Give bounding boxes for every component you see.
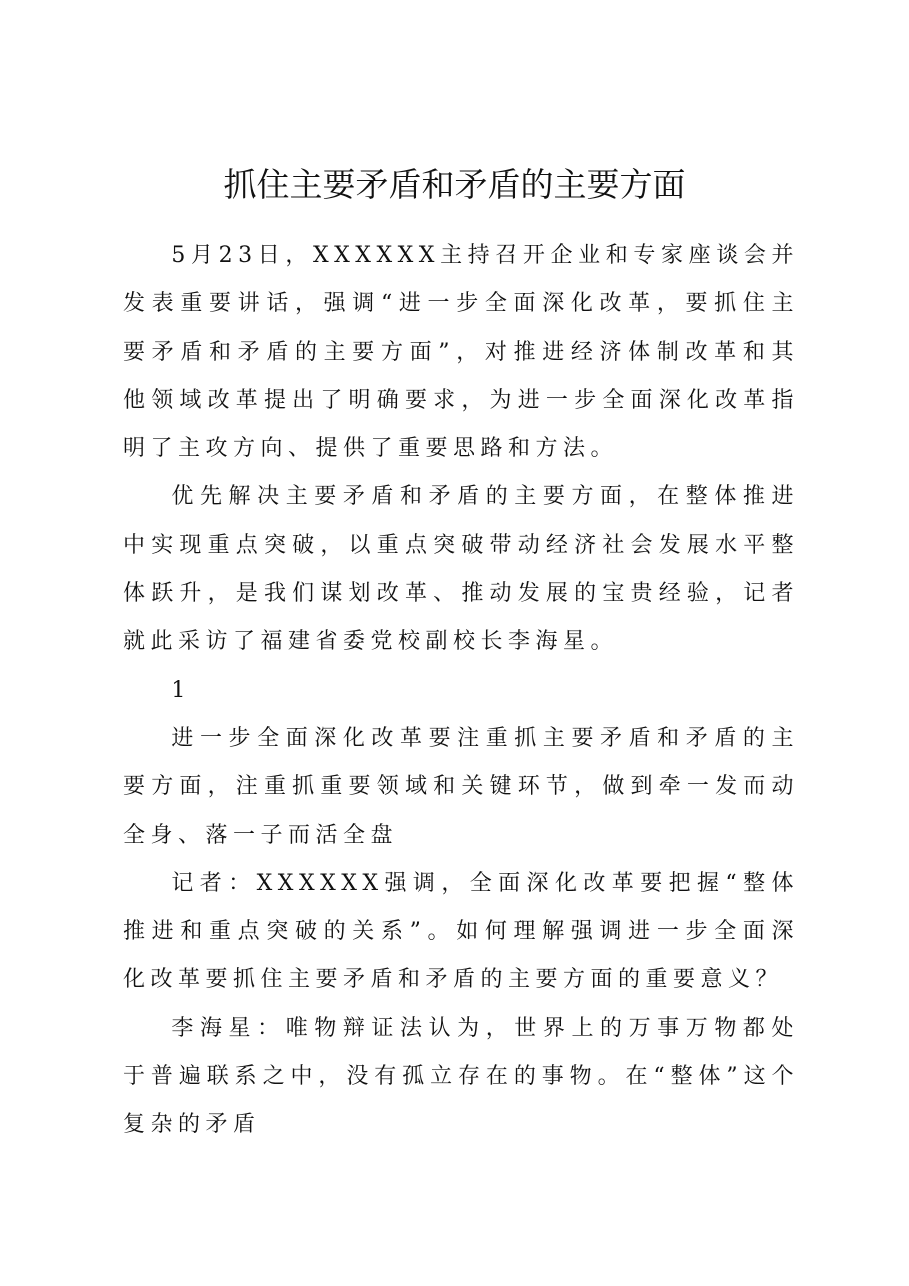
document-title: 抓住主要矛盾和矛盾的主要方面 — [223, 165, 686, 204]
section-number: 1 — [171, 677, 191, 703]
section-heading: 进一步全面深化改革要注重抓主要矛盾和矛盾的主要方面，注重抓重要领域和关键环节，做到牵一发而动全身、落一子而活全盘 — [123, 725, 799, 848]
paragraph-background: 优先解决主要矛盾和矛盾的主要方面，在整体推进中实现重点突破，以重点突破带动经济社会发展水平整体跃升，是我们谋划改革、推动发展的宝贵经验，记者就此采访了福建省委党校副校长李海星。 — [123, 484, 799, 655]
paragraph-intro: 5月23日，XXXXXX主持召开企业和专家座谈会并发表重要讲话，强调“进一步全面深化改革，要抓住主要矛盾和矛盾的主要方面”，对推进经济体制改革和其他领域改革提出了明确要求，为进一步全面深化改革指明了主攻方向、提供了重要思路和方法。 — [123, 243, 799, 462]
document-body — [123, 232, 799, 1150]
paragraph-answer: 李海星：唯物辩证法认为，世界上的万事万物都处于普遍联系之中，没有孤立存在的事物。在“整体”这个复杂的矛盾 — [123, 1015, 799, 1138]
paragraph-question: 记者：XXXXXX强调，全面深化改革要把握“整体推进和重点突破的关系”。如何理解强调进一步全面深化改革要抓住主要矛盾和矛盾的主要方面的重要意义？ — [123, 870, 799, 993]
